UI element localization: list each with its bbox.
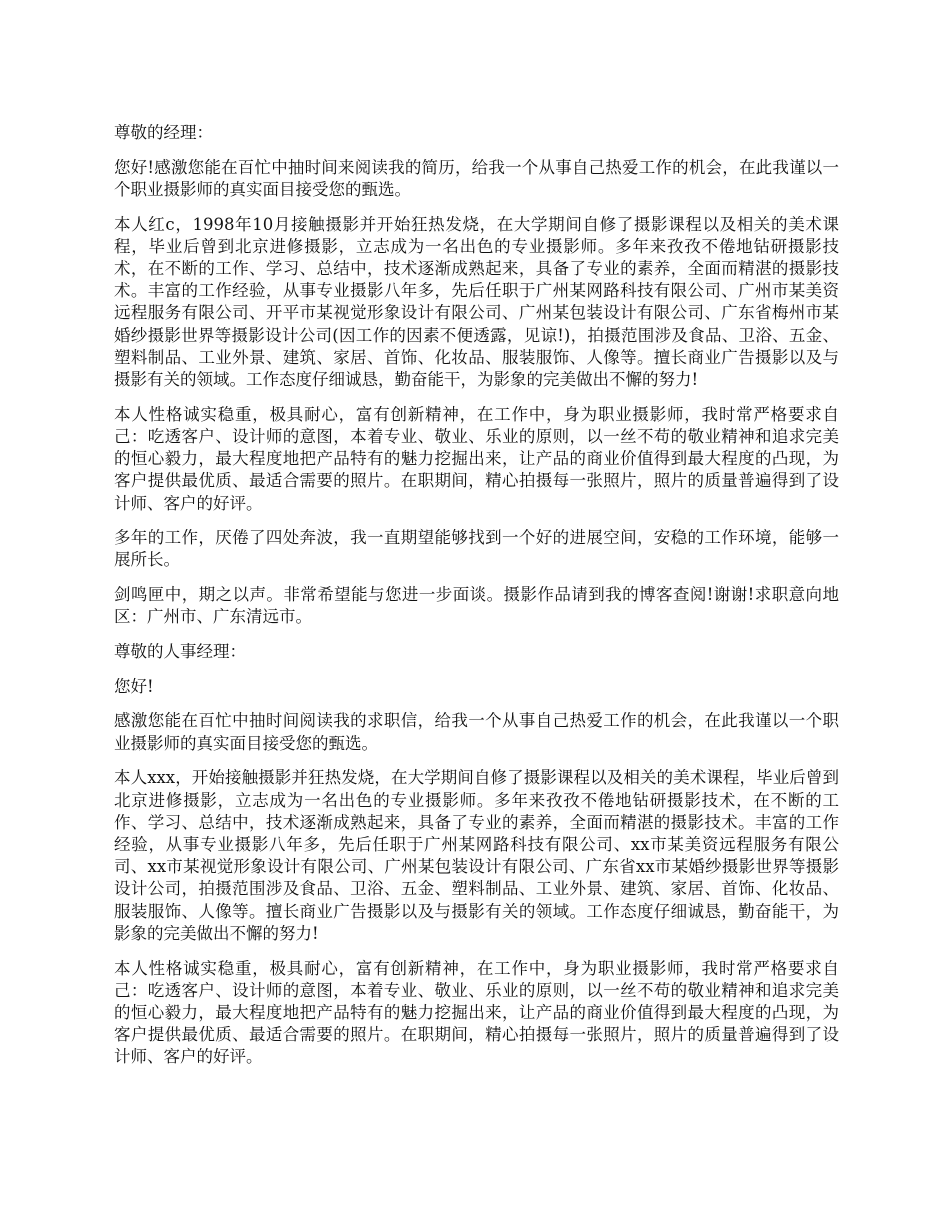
salutation-hr-manager: 尊敬的人事经理： (114, 642, 246, 662)
personality-paragraph-2: 本人性格诚实稳重，极具耐心，富有创新精神，在工作中，身为职业摄影师，我时常严格要求自己：吃透客户、设计师的意图，本着专业、敬业、乐业的原则，以一丝不苟的敬业精神和追求完美的恒心毅力，最大程度地把产品特有的魅力挖掘出来，让产品的商业价值得到最大程度的凸现，为客户提供最优质、最适合需要的照片。在职期间，精心拍摄每一张照片，照片的质量普遍得到了设计师、客户的好评。 (114, 958, 839, 1067)
experience-paragraph: 本人红c，1998年10月接触摄影并开始狂热发烧，在大学期间自修了摄影课程以及相关的美术课程，毕业后曾到北京进修摄影，立志成为一名出色的专业摄影师。多年来孜孜不倦地钻研摄影技术，在不断的工作、学习、总结中，技术逐渐成熟起来，具备了专业的素养，全面而精湛的摄影技术。丰富的工作经验，从事专业摄影八年多，先后任职于广州某网路科技有限公司、广州市某美资远程服务有限公司、开平市某视觉形象设计有限公司、广州某包装设计有限公司、广东省梅州市某婚纱摄影世界等摄影设计公司(因工作的因素不便透露，见谅!)，拍摄范围涉及食品、卫浴、五金、塑料制品、工业外景、建筑、家居、首饰、化妆品、服装服饰、人像等。擅长商业广告摄影以及与摄影有关的领域。工作态度仔细诚恳，勤奋能干，为影象的完美做出不懈的努力! (114, 214, 839, 390)
personality-paragraph: 本人性格诚实稳重，极具耐心，富有创新精神，在工作中，身为职业摄影师，我时常严格要求自己：吃透客户、设计师的意图，本着专业、敬业、乐业的原则，以一丝不苟的敬业精神和追求完美的恒心毅力，最大程度地把产品特有的魅力挖掘出来，让产品的商业价值得到最大程度的凸现，为客户提供最优质、最适合需要的照片。在职期间，精心拍摄每一张照片，照片的质量普遍得到了设计师、客户的好评。 (114, 404, 839, 513)
greeting-paragraph: 您好!感激您能在百忙中抽时间来阅读我的简历，给我一个从事自己热爱工作的机会，在此我谨以一个职业摄影师的真实面目接受您的甄选。 (114, 157, 839, 199)
closing-paragraph: 剑鸣匣中，期之以声。非常希望能与您进一步面谈。摄影作品请到我的博客查阅!谢谢!求职意向地区：广州市、广东清远市。 (114, 585, 839, 627)
salutation-manager: 尊敬的经理： (114, 123, 213, 142)
greeting-short: 您好! (114, 676, 154, 696)
experience-paragraph-2: 本人xxx，开始接触摄影并狂热发烧，在大学期间自修了摄影课程以及相关的美术课程，毕业后曾到北京进修摄影，立志成为一名出色的专业摄影师。多年来孜孜不倦地钻研摄影技术，在不断的工作、学习、总结中，技术逐渐成熟起来，具备了专业的素养，全面而精湛的摄影技术。丰富的工作经验，从事专业摄影八年多，先后任职于广州某网路科技有限公司、xx市某美资远程服务有限公司、xx市某视觉形象设计有限公司、广州某包装设计有限公司、广东省xx市某婚纱摄影世界等摄影设计公司，拍摄范围涉及食品、卫浴、五金、塑料制品、工业外景、建筑、家居、首饰、化妆品、服装服饰、人像等。擅长商业广告摄影以及与摄影有关的领域。工作态度仔细诚恳，勤奋能干，为影象的完美做出不懈的努力! (114, 768, 839, 943)
thanks-paragraph: 感激您能在百忙中抽时间阅读我的求职信，给我一个从事自己热爱工作的机会，在此我谨以一个职业摄影师的真实面目接受您的甄选。 (114, 711, 839, 753)
motivation-paragraph: 多年的工作，厌倦了四处奔波，我一直期望能够找到一个好的进展空间，安稳的工作环境，能够一展所长。 (114, 528, 839, 570)
document-body (114, 122, 839, 1081)
